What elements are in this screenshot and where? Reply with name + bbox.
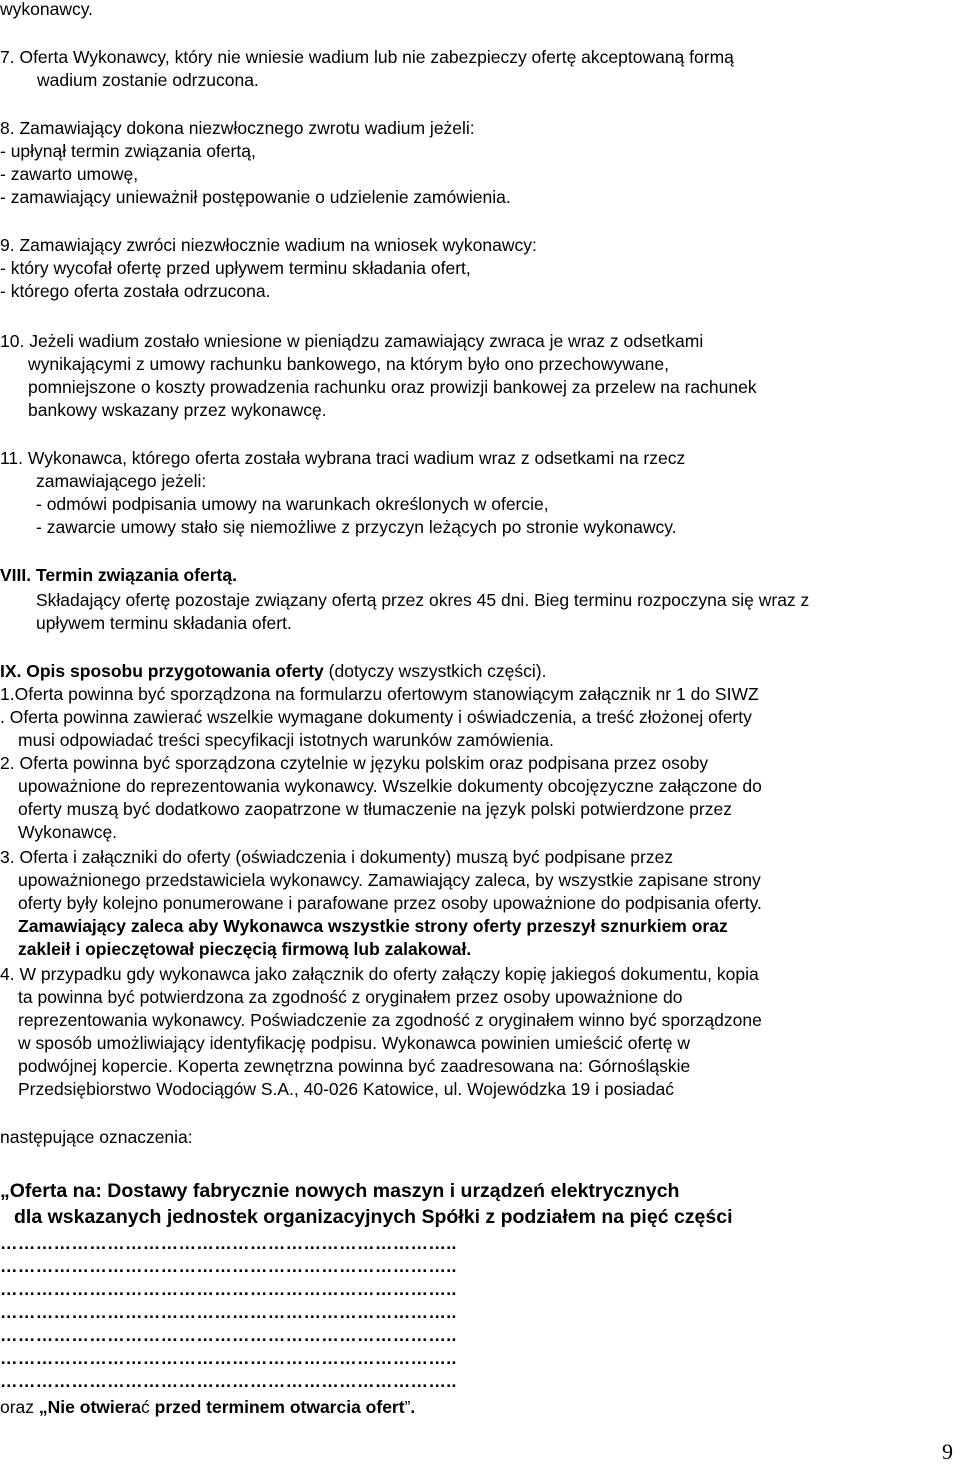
text-line: wadium zostanie odrzucona. — [37, 70, 259, 90]
closing-bold: przed terminem otwarcia ofert — [149, 1397, 405, 1417]
text-line: pomniejszone o koszty prowadzenia rachunku oraz prowizji bankowej za przelew na rachunek — [28, 377, 757, 397]
dotted-line: ………………………………………………………………….. — [0, 1256, 457, 1276]
section-heading-viii: VIII. Termin związania ofertą. — [0, 565, 237, 585]
text-line: . Oferta powinna zawierać wszelkie wymagane dokumenty i oświadczenia, a treść złożonej oferty — [0, 707, 752, 727]
text-line: Wykonawcę. — [18, 822, 118, 842]
text-line: musi odpowiadać treści specyfikacji istotnych warunków zamówienia. — [18, 730, 554, 750]
text-line: - upłynął termin związania ofertą, — [0, 141, 256, 161]
closing-period: . — [410, 1397, 416, 1417]
heading-bold: IX. Opis sposobu przygotowania oferty — [0, 661, 324, 681]
dotted-line: ………………………………………………………………….. — [0, 1279, 457, 1299]
list-item-3: 3. Oferta i załączniki do oferty (oświadczenia i dokumenty) muszą być podpisane przez — [0, 847, 674, 867]
text-line: zamawiającego jeżeli: — [36, 471, 207, 491]
text-line: - który wycofał ofertę przed upływem terminu składania ofert, — [0, 258, 471, 278]
text-line: - zamawiający unieważnił postępowanie o udzielenie zamówienia. — [0, 187, 511, 207]
bold-line: Zamawiający zaleca aby Wykonawca wszystkie strony oferty przeszył sznurkiem oraz — [18, 916, 728, 936]
text-line: Przedsiębiorstwo Wodociągów S.A., 40-026 Katowice, ul. Wojewódzka 19 i posiadać — [18, 1079, 674, 1099]
text-line: - zawarto umowę, — [0, 164, 139, 184]
page-number: 9 — [942, 1439, 953, 1464]
closing-bold: „Nie otwiera — [38, 1397, 142, 1417]
text-line: - zawarcie umowy stało się niemożliwe z przyczyn leżących po stronie wykonawcy. — [36, 517, 677, 537]
list-item-2: 2. Oferta powinna być sporządzona czytelnie w języku polskim oraz podpisana przez osoby — [0, 753, 709, 773]
section-heading-ix — [0, 660, 546, 683]
list-item-1: 1.Oferta powinna być sporządzona na formularzu ofertowym stanowiącym załącznik nr 1 do SIWZ — [0, 684, 759, 704]
text-line: reprezentowania wykonawcy. Poświadczenie za zgodność z oryginałem winno być sporządzone — [18, 1010, 762, 1030]
text-line: - odmówi podpisania umowy na warunkach określonych w ofercie, — [36, 494, 549, 514]
text-line: upływem terminu składania ofert. — [36, 613, 292, 633]
closing-char: ć — [141, 1397, 150, 1417]
text-line: Składający ofertę pozostaje związany ofertą przez okres 45 dni. Bieg terminu rozpoczyna się wraz z — [36, 590, 810, 610]
text-line: oferty muszą być dodatkowo zaopatrzone w tłumaczenie na język polski potwierdzone przez — [18, 799, 732, 819]
text-line: - którego oferta została odrzucona. — [0, 281, 271, 301]
closing-prefix: oraz — [0, 1397, 39, 1417]
text-line: podwójnej kopercie. Koperta zewnętrzna powinna być zaadresowana na: Górnośląskie — [18, 1056, 691, 1076]
dotted-line: ………………………………………………………………….. — [0, 1325, 457, 1345]
text-line: upoważnionego przedstawiciela wykonawcy. Zamawiający zaleca, by wszystkie zapisane strony — [18, 870, 761, 890]
text-line: bankowy wskazany przez wykonawcę. — [28, 400, 327, 420]
text-line: upoważnione do reprezentowania wykonawcy. Wszelkie dokumenty obcojęzyczne załączone do — [18, 776, 762, 796]
dotted-line: ………………………………………………………………….. — [0, 1233, 457, 1253]
list-item-10: 10. Jeżeli wadium zostało wniesione w pieniądzu zamawiający zwraca je wraz z odsetkami — [0, 331, 704, 351]
text-line: oferty były kolejno ponumerowane i parafowane przez osoby upoważnione do podpisania oferty. — [18, 893, 762, 913]
list-item-9: 9. Zamawiający zwróci niezwłocznie wadium na wniosek wykonawcy: — [0, 235, 537, 255]
text-line: wynikającymi z umowy rachunku bankowego, na którym było ono przechowywane, — [28, 354, 669, 374]
list-item-4: 4. W przypadku gdy wykonawca jako załącznik do oferty załączy kopię jakiegoś dokumentu, kopia — [0, 964, 759, 984]
offer-label-line: „Oferta na: Dostawy fabrycznie nowych maszyn i urządzeń elektrycznych — [0, 1180, 680, 1202]
dotted-line: ………………………………………………………………….. — [0, 1348, 457, 1368]
text-line: w sposób umożliwiający identyfikację podpisu. Wykonawca powinien umieścić ofertę w — [18, 1033, 690, 1053]
closing-line — [0, 1396, 415, 1419]
list-item-11: 11. Wykonawca, którego oferta została wybrana traci wadium wraz z odsetkami na rzecz — [0, 448, 686, 468]
list-item-8: 8. Zamawiający dokona niezwłocznego zwrotu wadium jeżeli: — [0, 118, 475, 138]
dotted-line: ………………………………………………………………….. — [0, 1302, 457, 1322]
offer-label-line: dla wskazanych jednostek organizacyjnych Spółki z podziałem na pięć części — [14, 1206, 733, 1228]
closing-quote: ” — [404, 1397, 411, 1417]
text-line: ta powinna być potwierdzona za zgodność z oryginałem przez osoby upoważnione do — [18, 987, 683, 1007]
list-item-7: 7. Oferta Wykonawcy, który nie wniesie wadium lub nie zabezpieczy ofertę akceptowaną formą — [0, 47, 734, 67]
text-line: następujące oznaczenia: — [0, 1127, 193, 1147]
heading-note: (dotyczy wszystkich części). — [323, 661, 547, 681]
text-line: wykonawcy. — [0, 0, 94, 19]
dotted-line: ………………………………………………………………….. — [0, 1371, 457, 1391]
bold-line: zakleił i opieczętował pieczęcią firmową lub zalakował. — [18, 939, 472, 959]
